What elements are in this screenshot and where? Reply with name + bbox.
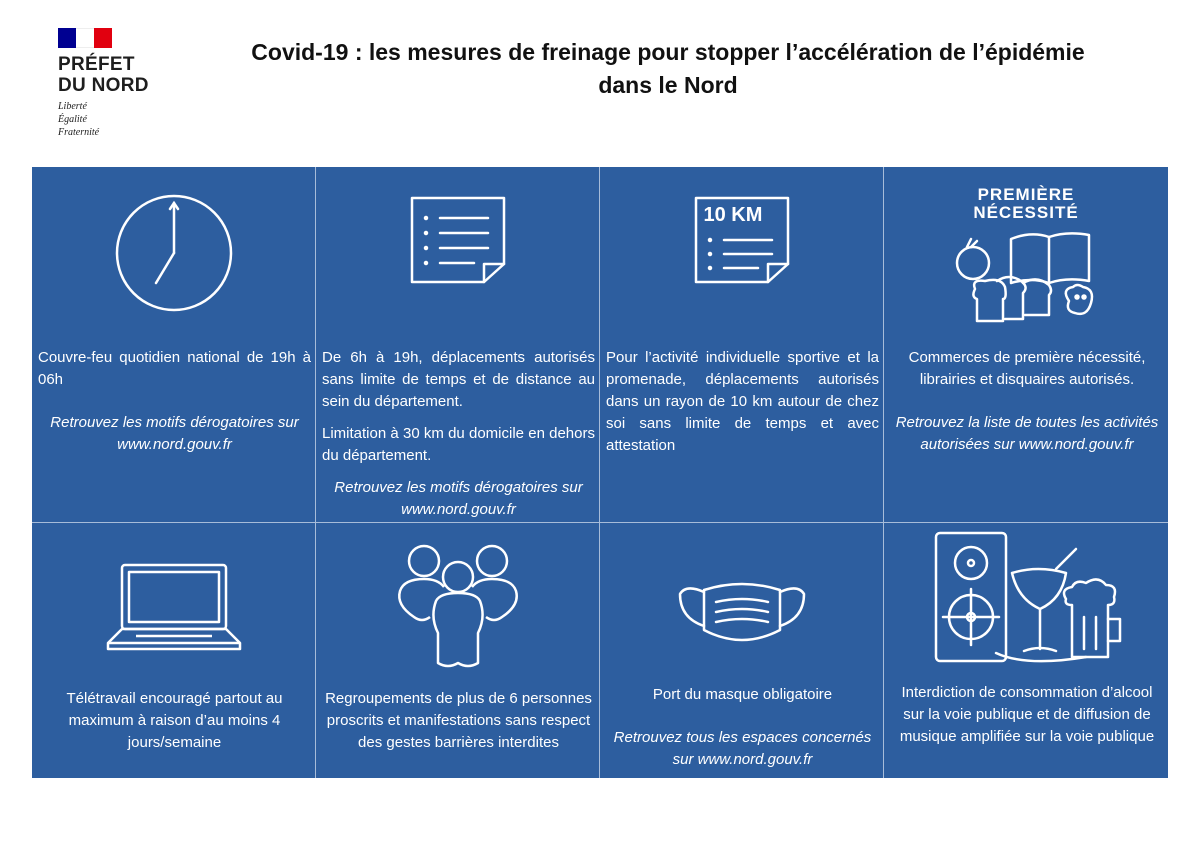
face-mask-icon [600,578,883,650]
measure-curfew-text: Couvre-feu quotidien national de 19h à 06h [38,349,311,388]
measure-gatherings [316,523,600,778]
prefet-logo [58,28,168,139]
measure-10km-text: Pour l’activité individuelle sportive et la promenade, déplacements autorisés dans un rayon de 10 km autour de chez soi sans limite de temps et avec attestation [606,349,879,454]
icon-10km-label: 10 KM [703,204,763,226]
logo-name [58,54,168,96]
measure-telework-text: Télétravail encouragé partout au maximum à raison d’au moins 4 jours/semaine [66,690,283,751]
measure-mask-text: Port du masque obligatoire [652,686,833,703]
logo-name-line1: PRÉFET [58,54,135,75]
measure-curfew-note: Retrouvez les motifs dérogatoires sur www.nord.gouv.fr [50,414,299,453]
measure-movements-note: Retrouvez les motifs dérogatoires sur www.nord.gouv.fr [334,479,583,518]
measure-essentials-note: Retrouvez la liste de toutes les activités autorisées sur www.nord.gouv.fr [895,414,1159,453]
measure-mask [600,523,884,778]
measure-curfew [32,167,316,523]
page-title [200,36,1136,102]
french-flag-icon [58,28,112,48]
essentials-icon [884,229,1168,333]
measure-10km [600,167,884,523]
measure-alcohol-music [884,523,1168,778]
title-line1: Covid-19 : les mesures de freinage pour stopper l’accélération de l’épidémie [251,39,1085,65]
motto-liberte: Liberté [58,101,87,112]
measure-telework [32,523,316,778]
motto-egalite: Égalité [58,114,87,125]
title-line2: dans le Nord [598,72,738,98]
measure-movements [316,167,600,523]
measure-alcohol-music-text: Interdiction de consommation d’alcool sur la voie publique et de diffusion de musique amplifiée sur la voie publique [899,684,1155,745]
measures-grid [32,167,1168,778]
laptop-icon [32,561,315,653]
measure-movements-text: De 6h à 19h, déplacements autorisés sans limite de temps et de distance au sein du département. [322,349,595,410]
icon-label-necessite: NÉCESSITÉ [973,203,1079,222]
icon-label-premiere: PREMIÈRE [977,185,1075,204]
icon-essentials-label [884,186,1168,222]
clock-icon [32,193,315,313]
people-group-icon [316,543,599,671]
speaker-drinks-icon [884,529,1168,663]
motto-fraternite: Fraternité [58,127,100,138]
measure-mask-note: Retrouvez tous les espaces concernés sur www.nord.gouv.fr [613,729,872,768]
measure-gatherings-text: Regroupements de plus de 6 personnes proscrits et manifestations sans respect des gestes barrières interdites [325,690,592,751]
measure-essentials-text: Commerces de première nécessité, librairies et disquaires autorisés. [908,349,1146,388]
logo-name-line2: DU NORD [58,75,149,96]
measure-essentials [884,167,1168,523]
republic-motto [58,100,168,139]
document-10km-icon [600,196,883,284]
measure-movements-text2: Limitation à 30 km du domicile en dehors du département. [322,425,595,464]
document-list-icon [316,196,599,284]
